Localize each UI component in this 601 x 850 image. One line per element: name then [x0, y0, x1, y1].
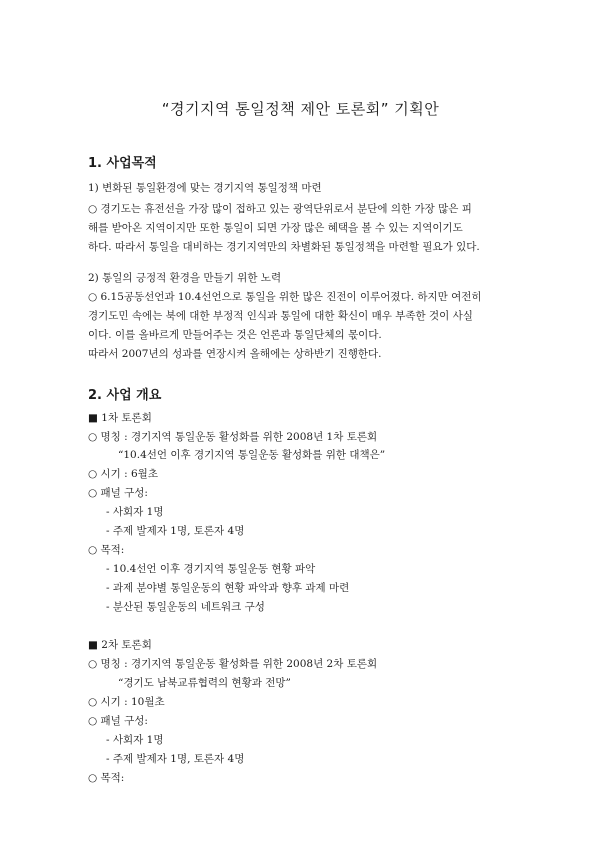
paragraph-line: 해를 받아온 지역이지만 또한 통일이 되면 가장 많은 혜택을 볼 수 있는 지역이기도	[88, 222, 463, 234]
forum2-purpose: ○ 목적:	[88, 772, 125, 784]
forum1-label: ■ 1차 토론회	[88, 412, 152, 424]
forum1-purpose: ○ 목적:	[88, 544, 125, 556]
paragraph-line: 이다. 이를 올바르게 만들어주는 것은 언론과 통일단체의 몫이다.	[88, 329, 382, 341]
forum1-name: ○ 명칭 : 경기지역 통일운동 활성화를 위한 2008년 1차 토론회	[88, 431, 378, 443]
document-title: “경기지역 통일정책 제안 토론회” 기획안	[161, 100, 440, 118]
section2-heading: 2. 사업 개요	[88, 388, 162, 403]
forum2-panel-item: - 주제 발제자 1명, 토론자 4명	[106, 753, 245, 765]
forum2-label: ■ 2차 토론회	[88, 639, 152, 651]
forum1-purpose-item: - 10.4선언 이후 경기지역 통일운동 현황 파악	[106, 563, 316, 575]
section1-item1-heading: 1) 변화된 통일환경에 맞는 경기지역 통일정책 마련	[88, 182, 322, 194]
forum2-panel: ○ 패널 구성:	[88, 715, 148, 727]
forum1-panel: ○ 패널 구성:	[88, 487, 148, 499]
section1-heading: 1. 사업목적	[88, 156, 157, 171]
paragraph-line: ○ 경기도는 휴전선을 가장 많이 접하고 있는 광역단위로서 분단에 의한 가장 많은 피	[88, 203, 472, 215]
paragraph-line: 경기도민 속에는 북에 대한 부정적 인식과 통일에 대한 확신이 매우 부족한 것이 사실	[88, 310, 473, 322]
paragraph-line: ○ 6.15공동선언과 10.4선언으로 통일을 위한 많은 진전이 이루어졌다. 하지만 여전히	[88, 291, 482, 303]
forum2-time: ○ 시기 : 10월초	[88, 696, 165, 708]
forum2-subtitle: “경기도 남북교류협력의 현황과 전망”	[118, 677, 291, 689]
forum1-panel-item: - 사회자 1명	[106, 506, 164, 518]
forum1-purpose-item: - 과제 분야별 통일운동의 현황 파악과 향후 과제 마련	[106, 582, 350, 594]
forum1-panel-item: - 주제 발제자 1명, 토론자 4명	[106, 525, 245, 537]
forum2-name: ○ 명칭 : 경기지역 통일운동 활성화를 위한 2008년 2차 토론회	[88, 658, 378, 670]
forum1-purpose-item: - 분산된 통일운동의 네트워크 구성	[106, 601, 265, 613]
paragraph-line: 하다. 따라서 통일을 대비하는 경기지역만의 차별화된 통일정책을 마련할 필요가 있다.	[88, 241, 480, 253]
section1-item2-heading: 2) 통일의 긍정적 환경을 만들기 위한 노력	[88, 272, 282, 284]
forum1-subtitle: “10.4선언 이후 경기지역 통일운동 활성화를 위한 대책은”	[118, 449, 386, 461]
forum2-panel-item: - 사회자 1명	[106, 734, 164, 746]
paragraph-line: 따라서 2007년의 성과를 연장시켜 올해에는 상하반기 진행한다.	[88, 348, 382, 360]
forum1-time: ○ 시기 : 6월초	[88, 468, 158, 480]
